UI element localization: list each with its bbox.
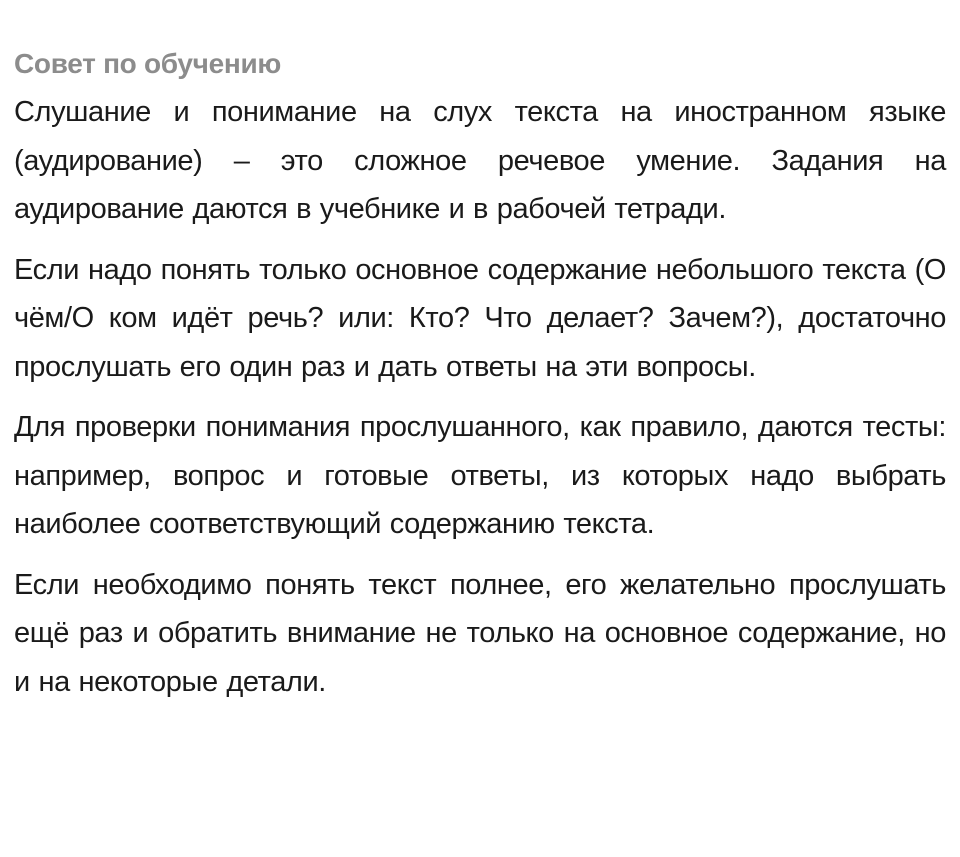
section-heading: Совет по обучению	[14, 48, 282, 79]
paragraph-2: Если надо понять только основное содержание небольшого текста (О чём/О ком идёт речь? или: Кто? Что делает? Зачем?), достаточно прослушать его один раз и дать ответы на эти вопросы.	[14, 253, 946, 383]
paragraph-4: Если необходимо понять текст полнее, его желательно прослушать ещё раз и обратить внимание не только на основное содержание, но и на некоторые детали.	[14, 568, 946, 698]
paragraph-1: Слушание и понимание на слух текста на иностранном языке (аудирование) – это сложное речевое умение. Задания на аудирование даются в учебнике и в рабочей тетради.	[14, 96, 946, 225]
study-tip-section	[14, 44, 946, 718]
paragraph-3: Для проверки понимания прослушанного, как правило, даются тесты: например, вопрос и готовые ответы, из которых надо выбрать наиболее соответствующий содержанию текста.	[14, 411, 946, 540]
